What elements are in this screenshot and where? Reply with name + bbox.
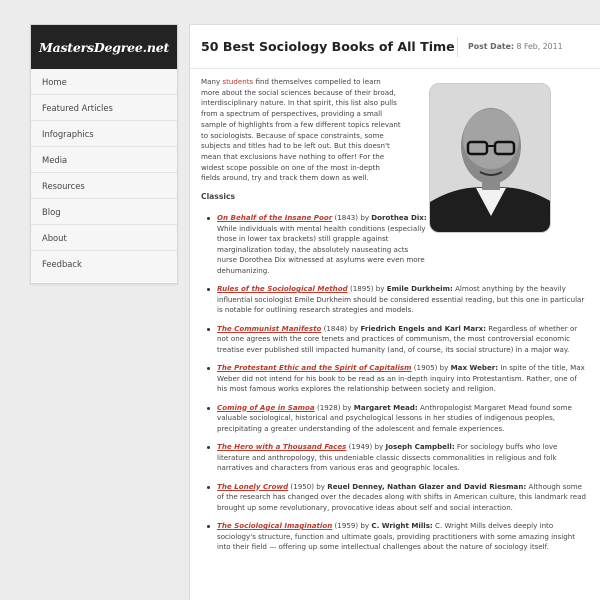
author-portrait-image xyxy=(429,83,551,233)
article-body xyxy=(201,77,589,561)
nav-item-home[interactable]: Home xyxy=(31,69,177,95)
post-date-label: Post Date: xyxy=(468,42,515,51)
page-title: 50 Best Sociology Books of All Time xyxy=(201,39,455,54)
book-description: Although some of the research has changed over the decades along with shifts in American culture, this landmark read brought up some revolutionary, provocative ideas about self and social interaction. xyxy=(217,481,587,512)
intro-paragraph xyxy=(201,77,401,184)
book-description: For sociology buffs who love literature and anthropology, this undeniable classic dissects commonalities in religious and folk narratives and characters from various eras and geographic locales. xyxy=(217,442,558,473)
list-item xyxy=(207,324,589,356)
nav-item-media[interactable]: Media xyxy=(31,147,177,173)
article-header xyxy=(190,25,600,69)
intro-text-rest: find themselves compelled to learn more about the social sciences because of their broad, interdisciplinary nature. In that spirit, this list also pulls from a spectrum of perspectives, providing a small sample of highlights from a few different topics relevant to sociologists. Because of space constraints, some subjects and titles had to be left out. But this doesn't mean that exclusions have nothing to offer! For the widest scope possible on one of the most in-depth fields around, try and track them down as well. xyxy=(201,77,401,183)
book-description: Regardless of whether or not one agrees with the core tenets and practices of communism, the most controversial economic treatise ever published still impacted humanity (and, of course, its social structure) in a major way. xyxy=(217,323,578,354)
students-link[interactable]: students xyxy=(222,77,254,86)
nav-item-blog[interactable]: Blog xyxy=(31,199,177,225)
list-item xyxy=(207,482,589,514)
post-date xyxy=(457,37,563,57)
nav-item-infographics[interactable]: Infographics xyxy=(31,121,177,147)
book-author: Friedrich Engels and Karl Marx: xyxy=(360,323,487,333)
book-author: Max Weber: xyxy=(450,363,499,373)
book-title-link[interactable]: The Lonely Crowd xyxy=(217,481,289,491)
section-heading-classics: Classics xyxy=(201,192,235,202)
book-description: While individuals with mental health conditions (especially those in lower tax brackets) still grapple against marginalization today, the absolutely nauseating acts nurse Dorothea Dix witnessed at asylums were even more dehumanizing. xyxy=(217,223,426,275)
book-author: Reuel Denney, Nathan Glazer and David Riesman: xyxy=(327,481,527,491)
book-author: Margaret Mead: xyxy=(353,402,418,412)
book-year: (1959) by xyxy=(332,521,370,531)
book-year: (1895) by xyxy=(347,284,385,294)
nav-item-about[interactable]: About xyxy=(31,225,177,251)
book-title-link[interactable]: Coming of Age in Samoa xyxy=(217,402,315,412)
nav-item-resources[interactable]: Resources xyxy=(31,173,177,199)
book-author: Dorothea Dix: xyxy=(371,213,427,223)
list-item xyxy=(207,284,589,316)
list-item xyxy=(207,521,589,553)
nav-item-featured-articles[interactable]: Featured Articles xyxy=(31,95,177,121)
list-item xyxy=(207,403,589,435)
book-author: C. Wright Mills: xyxy=(371,521,433,531)
site-logo[interactable]: MastersDegree.net xyxy=(31,25,177,69)
book-description: In spite of the title, Max Weber did not intend for his book to be read as an in-depth inquiry into Protestantism. Rather, one of his most famous works explores the relationship between society and religion. xyxy=(217,363,585,394)
book-year: (1848) by xyxy=(321,323,359,333)
book-year: (1949) by xyxy=(346,442,384,452)
sidebar xyxy=(30,24,178,284)
intro-text-start: Many xyxy=(201,77,223,86)
book-title-link[interactable]: The Sociological Imagination xyxy=(217,521,333,531)
book-title-link[interactable]: The Protestant Ethic and the Spirit of Capitalism xyxy=(217,363,412,373)
book-list xyxy=(201,213,589,553)
book-title-link[interactable]: Rules of the Sociological Method xyxy=(217,284,348,294)
book-title-link[interactable]: On Behalf of the Insane Poor xyxy=(217,213,333,223)
book-author: Emile Durkheim: xyxy=(386,284,453,294)
book-year: (1950) by xyxy=(288,481,325,491)
sidebar-nav xyxy=(31,69,177,283)
book-description: C. Wright Mills delves deeply into sociology's structure, function and ultimate goals, providing practitioners with some amazing insight into their field — offering up some intellectual challenges about the nature of sociology itself. xyxy=(217,521,576,552)
post-date-value: 8 Feb, 2011 xyxy=(516,42,563,51)
book-description: Almost anything by the heavily influential sociologist Emile Durkheim should be considered essential reading, but this one in particular is notable for outlining research strategies and models. xyxy=(217,284,585,315)
article-panel xyxy=(189,24,600,600)
book-year: (1905) by xyxy=(411,363,449,373)
book-year: (1928) by xyxy=(314,402,352,412)
list-item xyxy=(207,442,589,474)
list-item xyxy=(207,213,427,276)
nav-item-feedback[interactable]: Feedback xyxy=(42,259,82,269)
book-title-link[interactable]: The Hero with a Thousand Faces xyxy=(217,442,347,452)
book-description: Anthropologist Margaret Mead found some valuable sociological, historical and psychological lessons in her studies of indigenous peoples, precipitating a greater understanding of the adolescent and female experiences. xyxy=(217,402,572,433)
book-title-link[interactable]: The Communist Manifesto xyxy=(217,323,322,333)
list-item xyxy=(207,363,589,395)
book-author: Joseph Campbell: xyxy=(385,442,455,452)
book-year: (1843) by xyxy=(332,213,370,223)
